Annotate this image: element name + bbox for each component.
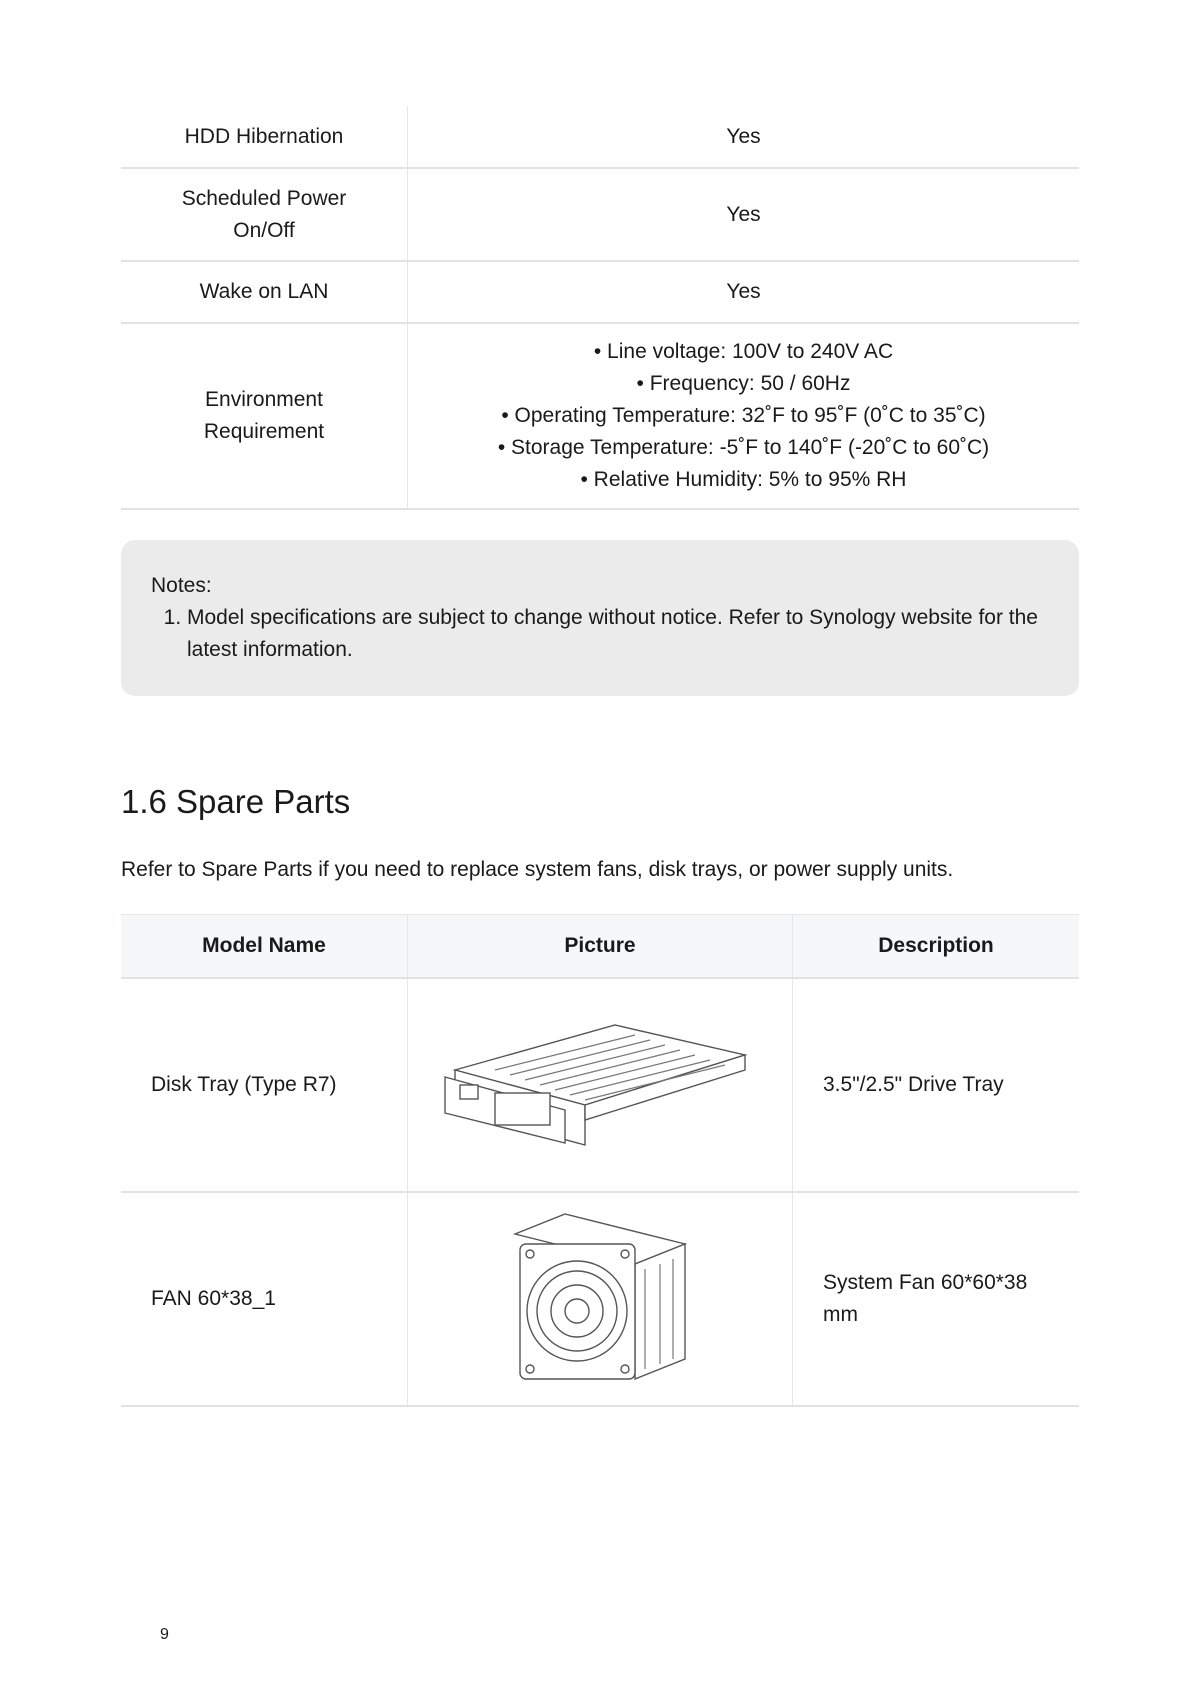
spec-row (121, 261, 1079, 323)
list-item: • Operating Temperature: 32˚F to 95˚F (0˚C to 35˚C) (501, 404, 986, 427)
table-row (121, 1192, 1079, 1406)
spec-row (121, 106, 1079, 168)
section-intro: Refer to Spare Parts if you need to replace system fans, disk trays, or power supply units. (121, 858, 954, 881)
spec-value: Yes (408, 261, 1080, 323)
notes-title: Notes: (151, 574, 212, 597)
spec-value (408, 323, 1080, 509)
page-number: 9 (160, 1626, 169, 1643)
spec-value: Yes (408, 106, 1080, 168)
list-item: • Storage Temperature: -5˚F to 140˚F (-20˚C to 60˚C) (497, 436, 990, 459)
model-name: FAN 60*38_1 (121, 1192, 408, 1406)
spec-label: Scheduled Power On/Off (121, 168, 408, 261)
spec-row (121, 168, 1079, 261)
column-header: Picture (408, 915, 793, 979)
spec-table (121, 106, 1079, 510)
spec-value: Yes (408, 168, 1080, 261)
spec-label: Wake on LAN (121, 261, 408, 323)
spec-label: HDD Hibernation (121, 106, 408, 168)
picture-cell (408, 978, 793, 1192)
system-fan-image (505, 1209, 695, 1389)
table-row (121, 978, 1079, 1192)
list-item: • Line voltage: 100V to 240V AC (593, 340, 894, 363)
spare-parts-table (121, 914, 1079, 1407)
spec-row (121, 323, 1079, 509)
description: System Fan 60*60*38 mm (793, 1192, 1080, 1406)
note-item: 1. Model specifications are subject to change without notice. Refer to Synology website for the latest information. (187, 602, 1049, 666)
column-header: Description (793, 915, 1080, 979)
list-item: • Frequency: 50 / 60Hz (636, 372, 851, 395)
disk-tray-image (435, 1015, 765, 1155)
document-page (121, 106, 1079, 1407)
notes-list (151, 602, 1049, 666)
table-header-row (121, 915, 1079, 979)
model-name: Disk Tray (Type R7) (121, 978, 408, 1192)
picture-cell (408, 1192, 793, 1406)
environment-list (428, 336, 1059, 496)
section-heading: 1.6 Spare Parts (121, 783, 351, 820)
column-header: Model Name (121, 915, 408, 979)
notes-box (121, 540, 1079, 696)
spec-label: Environment Requirement (121, 323, 408, 509)
description: 3.5"/2.5" Drive Tray (793, 978, 1080, 1192)
list-item: • Relative Humidity: 5% to 95% RH (580, 468, 907, 491)
